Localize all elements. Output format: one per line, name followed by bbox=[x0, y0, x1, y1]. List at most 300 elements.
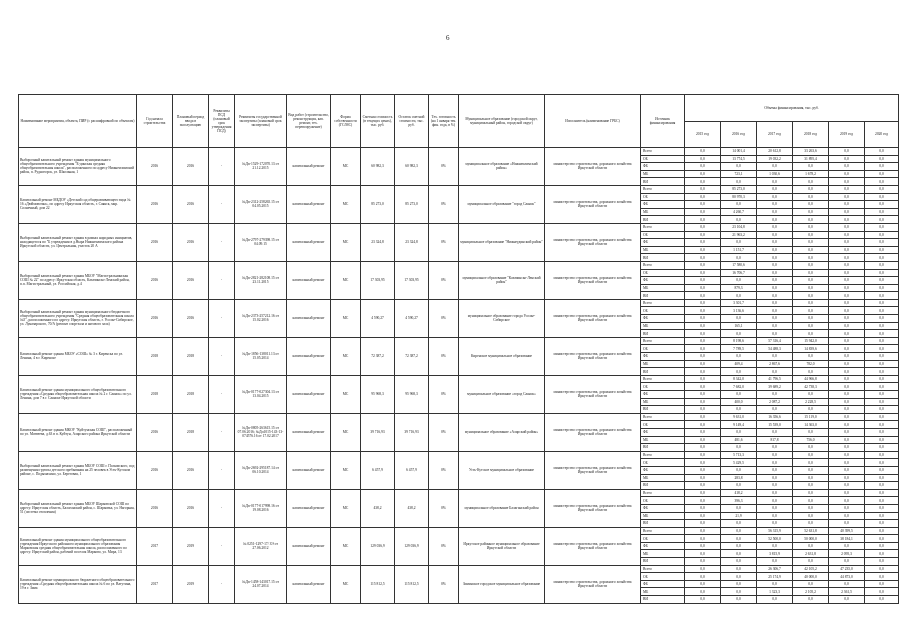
fin-value-cell: 0,0 bbox=[865, 444, 899, 452]
fin-value-cell: 0,0 bbox=[685, 558, 721, 566]
fin-value-cell: 0,0 bbox=[721, 542, 757, 550]
fin-value-cell: 0,0 bbox=[865, 482, 899, 490]
fin-value-cell: 0,0 bbox=[829, 231, 865, 239]
fin-value-cell: 0,0 bbox=[793, 580, 829, 588]
fin-value-cell: 0,0 bbox=[829, 148, 865, 156]
fin-value-cell: 0,0 bbox=[793, 330, 829, 338]
fin-value-cell: 2 095,3 bbox=[829, 550, 865, 558]
fin-value-cell: 3 301,7 bbox=[721, 299, 757, 307]
fin-source-cell: ОБ bbox=[641, 155, 685, 163]
fin-source-cell: ВИ bbox=[641, 444, 685, 452]
readiness-cell: 0% bbox=[429, 185, 459, 223]
fin-value-cell: 0,0 bbox=[829, 391, 865, 399]
fin-value-cell: 0,0 bbox=[865, 512, 899, 520]
fin-source-cell: ВИ bbox=[641, 330, 685, 338]
fin-value-cell: 0,0 bbox=[757, 596, 793, 604]
cost-cell: 6 457,9 bbox=[361, 451, 395, 489]
expertise-cell: №Дп-0177-017998.16 от 19.08.2016 bbox=[235, 489, 287, 527]
fin-value-cell: 0,0 bbox=[793, 254, 829, 262]
cost-cell: 115 812,5 bbox=[361, 565, 395, 603]
fin-value-cell: 21 963,2 bbox=[721, 231, 757, 239]
remaining-cell: 72 387,2 bbox=[395, 337, 429, 375]
expertise-cell: №Дп-0177-027304.13 от 13.04.2015 bbox=[235, 375, 287, 413]
year-start: 2018 bbox=[137, 375, 173, 413]
fin-source-cell: МБ bbox=[641, 170, 685, 178]
fin-value-cell: 3 136,6 bbox=[721, 307, 757, 315]
work-type-cell: капитальный ремонт bbox=[287, 261, 331, 299]
executor-cell: министерство строительства, дорожного хозяйства Иркутской области bbox=[545, 489, 641, 527]
fin-value-cell: 0,0 bbox=[721, 535, 757, 543]
expertise-cell: №Дп-1458-143017.15 от 24.07.2014 bbox=[235, 565, 287, 603]
fin-source-cell: ФБ bbox=[641, 201, 685, 209]
fin-value-cell: 0,0 bbox=[829, 170, 865, 178]
fin-value-cell: 15 942,0 bbox=[793, 337, 829, 345]
fin-value-cell: 19 032,2 bbox=[757, 155, 793, 163]
municipality-cell: муниципальное образование «Нижнеилимский район» bbox=[459, 148, 545, 186]
remaining-cell: 17 303,95 bbox=[395, 261, 429, 299]
fin-value-cell: 44 873,0 bbox=[829, 573, 865, 581]
fin-value-cell: 2 228,5 bbox=[793, 398, 829, 406]
fin-value-cell: 0,0 bbox=[829, 428, 865, 436]
remaining-cell: 39 716,93 bbox=[395, 413, 429, 451]
fin-value-cell: 0,0 bbox=[829, 201, 865, 209]
fin-value-cell: 0,0 bbox=[757, 193, 793, 201]
fin-value-cell: 33 263,6 bbox=[793, 148, 829, 156]
fin-value-cell: 0,0 bbox=[685, 269, 721, 277]
fin-value-cell: 2 361,5 bbox=[829, 588, 865, 596]
fin-value-cell: 0,0 bbox=[865, 573, 899, 581]
executor-cell: министерство строительства, дорожного хозяйства Иркутской области bbox=[545, 413, 641, 451]
fin-source-cell: МБ bbox=[641, 398, 685, 406]
cost-cell: 95 968,3 bbox=[361, 375, 395, 413]
fin-value-cell: 0,0 bbox=[865, 550, 899, 558]
executor-cell: министерство строительства, дорожного хозяйства Иркутской области bbox=[545, 185, 641, 223]
fin-value-cell: 0,0 bbox=[685, 459, 721, 467]
fin-value-cell: 0,0 bbox=[793, 277, 829, 285]
fin-value-cell: 0,0 bbox=[721, 406, 757, 414]
fin-value-cell: 0,0 bbox=[793, 391, 829, 399]
fin-value-cell: 0,0 bbox=[829, 413, 865, 421]
fin-value-cell: 0,0 bbox=[865, 155, 899, 163]
fin-source-cell: ОБ bbox=[641, 345, 685, 353]
fin-value-cell: 0,0 bbox=[829, 307, 865, 315]
fin-value-cell: 0,0 bbox=[721, 239, 757, 247]
ownership-cell: МС bbox=[331, 375, 361, 413]
fin-value-cell: 0,0 bbox=[793, 520, 829, 528]
fin-value-cell: 0,0 bbox=[829, 239, 865, 247]
remaining-cell: 6 457,9 bbox=[395, 451, 429, 489]
year-start: 2017 bbox=[137, 565, 173, 603]
fin-source-cell: ФБ bbox=[641, 504, 685, 512]
work-type-cell: капитальный ремонт bbox=[287, 185, 331, 223]
fin-value-cell: 0,0 bbox=[865, 353, 899, 361]
fin-value-cell: 0,0 bbox=[721, 201, 757, 209]
fin-source-cell: ФБ bbox=[641, 542, 685, 550]
readiness-cell: 0% bbox=[429, 565, 459, 603]
fin-value-cell: 0,0 bbox=[685, 520, 721, 528]
fin-source-cell: МБ bbox=[641, 550, 685, 558]
cost-cell: 438,2 bbox=[361, 489, 395, 527]
fin-value-cell: 0,0 bbox=[865, 588, 899, 596]
fin-value-cell: 0,0 bbox=[865, 284, 899, 292]
fin-value-cell: 0,0 bbox=[685, 588, 721, 596]
readiness-cell: 0% bbox=[429, 148, 459, 186]
fin-value-cell: 14 839,6 bbox=[793, 345, 829, 353]
header-ownership: Форма собственности (ГС/МС) bbox=[331, 95, 361, 148]
fin-value-cell: 0,0 bbox=[757, 466, 793, 474]
fin-value-cell: 0,0 bbox=[829, 277, 865, 285]
ppd-cell: - bbox=[209, 375, 235, 413]
fin-value-cell: 0,0 bbox=[865, 254, 899, 262]
fin-value-cell: 0,0 bbox=[865, 504, 899, 512]
fin-value-cell: 0,0 bbox=[685, 489, 721, 497]
ppd-cell: - bbox=[209, 451, 235, 489]
fin-value-cell: 0,0 bbox=[829, 596, 865, 604]
fin-value-cell: 0,0 bbox=[757, 489, 793, 497]
fin-value-cell: 0,0 bbox=[721, 580, 757, 588]
fin-value-cell: 0,0 bbox=[865, 307, 899, 315]
remaining-cell: 95 968,3 bbox=[395, 375, 429, 413]
executor-cell: министерство строительства, дорожного хозяйства Иркутской области bbox=[545, 299, 641, 337]
fin-value-cell: 16 706,7 bbox=[721, 269, 757, 277]
fin-value-cell: 2 087,2 bbox=[757, 398, 793, 406]
year-end: 2018 bbox=[173, 413, 209, 451]
header-readiness: Тех. готовность (на 1 января тек. фин. года, в %) bbox=[429, 95, 459, 148]
fin-value-cell: 0,0 bbox=[685, 185, 721, 193]
header-year: 2015 год bbox=[685, 121, 721, 148]
fin-value-cell: 0,0 bbox=[829, 330, 865, 338]
fin-value-cell: 0,0 bbox=[685, 413, 721, 421]
year-end: 2016 bbox=[173, 185, 209, 223]
fin-value-cell: 0,0 bbox=[829, 223, 865, 231]
header-year: 2016 год bbox=[721, 121, 757, 148]
fin-value-cell: 5 713,3 bbox=[721, 451, 757, 459]
ppd-cell: - bbox=[209, 337, 235, 375]
header-ppd: Реквизиты ПСД (плановый срок утверждения ПСД) bbox=[209, 95, 235, 148]
fin-value-cell: 0,0 bbox=[685, 223, 721, 231]
year-end: 2016 bbox=[173, 223, 209, 261]
fin-value-cell: 0,0 bbox=[721, 444, 757, 452]
header-year: 2017 год bbox=[757, 121, 793, 148]
fin-value-cell: 165,1 bbox=[721, 322, 757, 330]
fin-value-cell: 54 488,3 bbox=[757, 345, 793, 353]
fin-value-cell: 0,0 bbox=[685, 277, 721, 285]
fin-value-cell: 0,0 bbox=[685, 436, 721, 444]
fin-value-cell: 756,0 bbox=[793, 436, 829, 444]
fin-value-cell: 879,3 bbox=[721, 284, 757, 292]
fin-value-cell: 0,0 bbox=[685, 201, 721, 209]
fin-value-cell: 0,0 bbox=[757, 277, 793, 285]
year-start: 2016 bbox=[137, 299, 173, 337]
fin-value-cell: 0,0 bbox=[829, 315, 865, 323]
fin-value-cell: 0,0 bbox=[865, 223, 899, 231]
fin-value-cell: 0,0 bbox=[721, 550, 757, 558]
fin-value-cell: 0,0 bbox=[793, 231, 829, 239]
municipality-cell: Иркутское районное муниципальное образование Иркутской области bbox=[459, 527, 545, 565]
fin-source-cell: ВИ bbox=[641, 178, 685, 186]
fin-value-cell: 85 273,0 bbox=[721, 185, 757, 193]
fin-source-cell: ВИ bbox=[641, 520, 685, 528]
expertise-cell: №Дп-2312-258265.15 от 04.05.2015 bbox=[235, 185, 287, 223]
fin-value-cell: 0,0 bbox=[721, 353, 757, 361]
fin-value-cell: 0,0 bbox=[721, 254, 757, 262]
fin-value-cell: 0,0 bbox=[865, 406, 899, 414]
municipality-cell: муниципальное образование "Нижнеудинский район" bbox=[459, 223, 545, 261]
header-cost: Сметная стоимость (в текущих ценах), тыс. руб. bbox=[361, 95, 395, 148]
fin-value-cell: 481,6 bbox=[721, 436, 757, 444]
fin-value-cell: 0,0 bbox=[757, 261, 793, 269]
fin-source-cell: Всего bbox=[641, 451, 685, 459]
fin-value-cell: 0,0 bbox=[829, 178, 865, 186]
fin-value-cell: 17 580,6 bbox=[721, 261, 757, 269]
fin-source-cell: ФБ bbox=[641, 391, 685, 399]
fin-value-cell: 23 104,8 bbox=[721, 223, 757, 231]
fin-value-cell: 0,0 bbox=[757, 315, 793, 323]
fin-value-cell: 0,0 bbox=[793, 178, 829, 186]
work-type-cell: капитальный ремонт bbox=[287, 489, 331, 527]
year-start: 2016 bbox=[137, 223, 173, 261]
year-end: 2016 bbox=[173, 261, 209, 299]
ownership-cell: МС bbox=[331, 565, 361, 603]
fin-value-cell: 0,0 bbox=[829, 345, 865, 353]
fin-value-cell: 0,0 bbox=[793, 512, 829, 520]
fin-value-cell: 0,0 bbox=[793, 261, 829, 269]
fin-value-cell: 0,0 bbox=[829, 497, 865, 505]
header-executor: Исполнитель (наименование ГРБС) bbox=[545, 95, 641, 148]
ownership-cell: МС bbox=[331, 337, 361, 375]
executor-cell: министерство строительства, дорожного хозяйства Иркутской области bbox=[545, 527, 641, 565]
fin-value-cell: 0,0 bbox=[793, 489, 829, 497]
municipality-cell: муниципальное образование города Усолье-Сибирское bbox=[459, 299, 545, 337]
readiness-cell: 0% bbox=[429, 223, 459, 261]
fin-value-cell: 0,0 bbox=[685, 444, 721, 452]
fin-value-cell: 0,0 bbox=[793, 459, 829, 467]
fin-value-cell: 0,0 bbox=[685, 155, 721, 163]
ownership-cell: МС bbox=[331, 148, 361, 186]
fin-value-cell: 0,0 bbox=[757, 391, 793, 399]
header-expertise: Реквизиты государственной экспертизы (плановый срок экспертизы) bbox=[235, 95, 287, 148]
fin-source-cell: ОБ bbox=[641, 421, 685, 429]
fin-source-cell: ВИ bbox=[641, 482, 685, 490]
fin-value-cell: 0,0 bbox=[865, 383, 899, 391]
fin-value-cell: 0,0 bbox=[685, 360, 721, 368]
fin-value-cell: 0,0 bbox=[721, 482, 757, 490]
ownership-cell: МС bbox=[331, 527, 361, 565]
cost-cell: 129 036,9 bbox=[361, 527, 395, 565]
fin-value-cell: 0,0 bbox=[757, 223, 793, 231]
readiness-cell: 0% bbox=[429, 489, 459, 527]
fin-value-cell: 38 184,1 bbox=[829, 535, 865, 543]
fin-value-cell: 0,0 bbox=[865, 337, 899, 345]
fin-value-cell: 8 342,0 bbox=[721, 375, 757, 383]
ppd-cell: - bbox=[209, 565, 235, 603]
fin-value-cell: 0,0 bbox=[865, 163, 899, 171]
fin-value-cell: 0,0 bbox=[865, 535, 899, 543]
fin-value-cell: 0,0 bbox=[685, 254, 721, 262]
year-start: 2016 bbox=[137, 489, 173, 527]
fin-value-cell: 0,0 bbox=[757, 406, 793, 414]
fin-value-cell: 0,0 bbox=[757, 254, 793, 262]
fin-value-cell: 0,0 bbox=[865, 315, 899, 323]
fin-value-cell: 0,0 bbox=[793, 368, 829, 376]
expertise-cell: №Дп-2373-257212.16 от 15.02.2016 bbox=[235, 299, 287, 337]
cost-cell: 39 716,93 bbox=[361, 413, 395, 451]
fin-value-cell: 0,0 bbox=[865, 178, 899, 186]
fin-source-cell: МБ bbox=[641, 474, 685, 482]
fin-source-cell: ФБ bbox=[641, 466, 685, 474]
fin-value-cell: 0,0 bbox=[793, 504, 829, 512]
fin-value-cell: 1 678,2 bbox=[793, 170, 829, 178]
fin-source-cell: Всего bbox=[641, 565, 685, 573]
fin-value-cell: 0,0 bbox=[865, 451, 899, 459]
fin-value-cell: 0,0 bbox=[865, 520, 899, 528]
project-name: Выборочный капитальный ремонт здания МБОУ СОШ г. Полымского, под размещения группы детского пребывания на 25 человек в Усть-Кутском районе, с. Подымахино, ул. Береговая, 1 bbox=[19, 451, 137, 489]
fin-value-cell: 0,0 bbox=[829, 466, 865, 474]
fin-value-cell: 0,0 bbox=[721, 315, 757, 323]
fin-value-cell: 0,0 bbox=[829, 337, 865, 345]
year-end: 2016 bbox=[173, 299, 209, 337]
ownership-cell: МС bbox=[331, 451, 361, 489]
fin-value-cell: 0,0 bbox=[685, 148, 721, 156]
fin-value-cell: 0,0 bbox=[721, 216, 757, 224]
remaining-cell: 115 812,5 bbox=[395, 565, 429, 603]
fin-value-cell: 0,0 bbox=[685, 391, 721, 399]
fin-value-cell: 409,4 bbox=[721, 360, 757, 368]
fin-value-cell: 0,0 bbox=[793, 216, 829, 224]
fin-source-cell: Всего bbox=[641, 299, 685, 307]
fin-value-cell: 15 539,0 bbox=[757, 421, 793, 429]
project-name: Капитальный ремонт здания МКОУ "Куйтунская СОШ", расположенный по ул. Матвеева, д.63 в п. Куйтун, Аларского района Иркутской области bbox=[19, 413, 137, 451]
table-row bbox=[19, 413, 899, 421]
fin-value-cell: 41 796,5 bbox=[757, 375, 793, 383]
fin-value-cell: 0,0 bbox=[685, 466, 721, 474]
executor-cell: министерство строительства, дорожного хозяйства Иркутской области bbox=[545, 148, 641, 186]
ownership-cell: МС bbox=[331, 223, 361, 261]
fin-value-cell: 0,0 bbox=[685, 573, 721, 581]
header-year: 2020 год bbox=[865, 121, 899, 148]
fin-value-cell: 9 631,0 bbox=[721, 413, 757, 421]
fin-source-cell: ФБ bbox=[641, 277, 685, 285]
fin-value-cell: 25 174,9 bbox=[757, 573, 793, 581]
project-name: Выборочный капитальный ремонт здания МБОУ "Магистральнинская СОШ № 22" по адресу: Иркутская область, Казачинско-Ленский район, п.п. Магистральный, ул. Российская, д.4 bbox=[19, 261, 137, 299]
ownership-cell: МС bbox=[331, 185, 361, 223]
fin-value-cell: 0,0 bbox=[829, 208, 865, 216]
fin-value-cell: 0,0 bbox=[685, 345, 721, 353]
fin-value-cell: 0,0 bbox=[721, 163, 757, 171]
table-row bbox=[19, 261, 899, 269]
fin-value-cell: 0,0 bbox=[829, 322, 865, 330]
fin-value-cell: 0,0 bbox=[757, 208, 793, 216]
ppd-cell: - bbox=[209, 185, 235, 223]
municipality-cell: муниципальное образование "Казачинско-Ленский район" bbox=[459, 261, 545, 299]
fin-value-cell: 0,0 bbox=[757, 163, 793, 171]
table-row bbox=[19, 489, 899, 497]
fin-value-cell: 0,0 bbox=[865, 489, 899, 497]
fin-value-cell: 0,0 bbox=[865, 231, 899, 239]
project-name: Капитальный ремонт здания МБОУ «СОШ» № 3 г. Киренска по ул. Ленина, 4 в г. Киренске bbox=[19, 337, 137, 375]
fin-value-cell: 0,0 bbox=[721, 573, 757, 581]
header-year-end: Плановый период ввода в эксплуатацию bbox=[173, 95, 209, 148]
fin-value-cell: 2 105,2 bbox=[793, 588, 829, 596]
fin-value-cell: 2 867,6 bbox=[757, 360, 793, 368]
fin-value-cell: 0,0 bbox=[829, 261, 865, 269]
header-name: Наименование мероприятия, объекта, ПИР (с расшифровкой по объектам) bbox=[19, 95, 137, 148]
fin-value-cell: 0,0 bbox=[793, 163, 829, 171]
readiness-cell: 0% bbox=[429, 451, 459, 489]
fin-value-cell: 1 030,6 bbox=[757, 170, 793, 178]
fin-value-cell: 0,0 bbox=[721, 527, 757, 535]
fin-value-cell: 15 119,0 bbox=[793, 413, 829, 421]
fin-value-cell: 20 612,8 bbox=[757, 148, 793, 156]
fin-source-cell: МБ bbox=[641, 360, 685, 368]
fin-value-cell: 0,0 bbox=[793, 246, 829, 254]
fin-value-cell: 0,0 bbox=[865, 201, 899, 209]
fin-source-cell: ФБ bbox=[641, 163, 685, 171]
expertise-cell: №Дп-0805-263615.15 от 07.06.2016; №Дп1015-143-13-074576.16 от 17.02.2017 bbox=[235, 413, 287, 451]
fin-value-cell: 0,0 bbox=[829, 216, 865, 224]
fin-value-cell: 0,0 bbox=[757, 512, 793, 520]
fin-value-cell: 0,0 bbox=[865, 330, 899, 338]
remaining-cell: 85 273,0 bbox=[395, 185, 429, 223]
fin-value-cell: 0,0 bbox=[721, 596, 757, 604]
fin-value-cell: 0,0 bbox=[865, 277, 899, 285]
header-year: 2018 год bbox=[793, 121, 829, 148]
fin-value-cell: 0,0 bbox=[685, 231, 721, 239]
fin-source-cell: МБ bbox=[641, 512, 685, 520]
fin-source-cell: ОБ bbox=[641, 193, 685, 201]
fin-value-cell: 0,0 bbox=[757, 459, 793, 467]
fin-value-cell: 0,0 bbox=[865, 360, 899, 368]
fin-source-cell: Всего bbox=[641, 337, 685, 345]
fin-value-cell: 0,0 bbox=[793, 474, 829, 482]
fin-value-cell: 0,0 bbox=[865, 292, 899, 300]
fin-value-cell: 0,0 bbox=[685, 482, 721, 490]
fin-value-cell: 0,0 bbox=[829, 580, 865, 588]
table-row bbox=[19, 185, 899, 193]
year-start: 2016 bbox=[137, 261, 173, 299]
table-row bbox=[19, 223, 899, 231]
fin-value-cell: 0,0 bbox=[865, 542, 899, 550]
fin-value-cell: 0,0 bbox=[757, 428, 793, 436]
fin-value-cell: 0,0 bbox=[865, 170, 899, 178]
fin-value-cell: 21,9 bbox=[721, 512, 757, 520]
executor-cell: министерство строительства, дорожного хозяйства Иркутской области bbox=[545, 451, 641, 489]
fin-value-cell: 80 970,3 bbox=[721, 193, 757, 201]
year-start: 2016 bbox=[137, 451, 173, 489]
fin-value-cell: 0,0 bbox=[829, 406, 865, 414]
fin-value-cell: 0,0 bbox=[865, 565, 899, 573]
year-end: 2016 bbox=[173, 489, 209, 527]
fin-value-cell: 47 235,0 bbox=[829, 565, 865, 573]
fin-value-cell: 5 429,5 bbox=[721, 459, 757, 467]
fin-value-cell: 0,0 bbox=[685, 216, 721, 224]
fin-source-cell: Всего bbox=[641, 375, 685, 383]
fin-value-cell: 0,0 bbox=[757, 185, 793, 193]
fin-value-cell: 0,0 bbox=[793, 558, 829, 566]
fin-value-cell: 0,0 bbox=[757, 322, 793, 330]
fin-value-cell: 0,0 bbox=[865, 413, 899, 421]
header-volume: Объемы финансирования, тыс. руб. bbox=[685, 95, 899, 122]
fin-value-cell: 0,0 bbox=[685, 375, 721, 383]
fin-value-cell: 0,0 bbox=[829, 444, 865, 452]
project-name: Выборочный капитальный ремонт здания муниципального общеобразовательного учреждения "Б-динская средняя общеобразовательная школа", расположенного по адресу Нижнеилимский район, п. Рудногорск, ул. Школьная, 1 bbox=[19, 148, 137, 186]
project-name: Выборочный капитальный ремонт здания МБОУ Шарковской СОШ по адресу: Иркутская область, Балаганский район, с. Шарковка, ул. Нагорная, 51 (система отопления) bbox=[19, 489, 137, 527]
year-end: 2018 bbox=[173, 337, 209, 375]
fin-value-cell: 723,1 bbox=[721, 170, 757, 178]
fin-value-cell: 0,0 bbox=[865, 474, 899, 482]
fin-value-cell: 0,0 bbox=[685, 474, 721, 482]
fin-source-cell: ФБ bbox=[641, 428, 685, 436]
